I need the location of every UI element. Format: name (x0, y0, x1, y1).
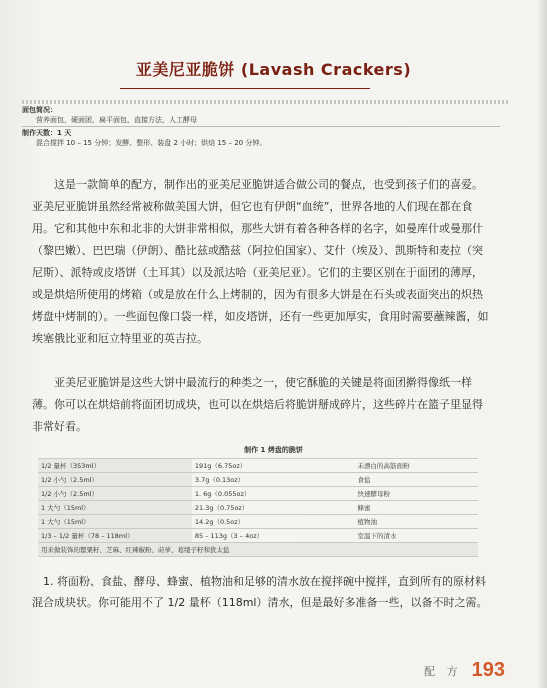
volume-cell: 1 大勺（15ml） (38, 501, 192, 515)
intro-paragraph-2 (32, 372, 492, 438)
title-underline (120, 88, 370, 89)
paragraph-text: 这是一款简单的配方，制作出的亚美尼亚脆饼适合做公司的餐点，也受到孩子们的喜爱。亚美尼亚脆饼虽然经常被称做美国大饼，但它也有伊朗“血统”，世界各地的人们现在都在食用。它和其他中东和北非的大饼非常相似，那些大饼有着各种各样的名字，如曼库什或曼那什（黎巴嫩）、巴巴瑞（伊朗）、酷比兹或酷兹（阿拉伯国家）、艾什（埃及）、凯斯特和麦拉（突尼斯）、派特或皮塔饼（土耳其）以及派达哈（亚美尼亚）。它们的主要区别在于面团的薄厚，或是烘焙所使用的烤箱（或是放在什么上烤制的，因为有很多大饼是在石头或表面突出的炽热烤盘中烤制的）。一些面包像口袋一样，如皮塔饼，还有一些更加厚实，食用时需要蘸辣酱，如埃塞俄比亚和厄立特里亚的英吉拉。 (32, 178, 489, 345)
intro-paragraph-1 (32, 174, 492, 350)
weight-cell: 85 – 113g（3 – 4oz） (192, 529, 355, 543)
bread-info-box (22, 104, 500, 148)
info-divider (22, 126, 500, 127)
table-row (38, 501, 478, 515)
volume-cell: 1/3 – 1/2 量杯（78 – 118ml） (38, 529, 192, 543)
table-row (38, 473, 478, 487)
volume-cell: 1/2 小勺（2.5ml） (38, 487, 192, 501)
ingredient-cell: 室温下的清水 (354, 529, 478, 543)
step-text: 1. 将面粉、食盐、酵母、蜂蜜、植物油和足够的清水放在搅拌碗中搅拌，直到所有的原材料混合成块状。你可能用不了 1/2 量杯（118ml）清水，但是最好多准备一些，以备不时之需。 (32, 575, 488, 609)
ingredient-cell: 未漂白的高筋面粉 (354, 459, 478, 473)
step-1 (32, 571, 492, 613)
volume-cell: 1/2 小勺（2.5ml） (38, 473, 192, 487)
volume-cell: 1/2 量杯（353ml） (38, 459, 192, 473)
garnish-note: 用来做装饰的罂粟籽、芝麻、红辣椒粉、莳萝、葛缕子籽和犹太盐 (38, 543, 478, 557)
page-edge-shadow (537, 0, 547, 688)
paragraph-text: 亚美尼亚脆饼是这些大饼中最流行的种类之一，使它酥脆的关键是将面团擀得像纸一样薄。你可以在烘焙前将面团切成块，也可以在烘焙后将脆饼掰成碎片，这些碎片在篮子里显得非常好看。 (32, 376, 483, 433)
weight-cell: 21.3g（0.75oz） (192, 501, 355, 515)
table-row (38, 487, 478, 501)
table-row (38, 529, 478, 543)
weight-cell: 3.7g（0.13oz） (192, 473, 355, 487)
ingredient-cell: 蜂蜜 (354, 501, 478, 515)
ingredient-table-title: 制作 1 烤盘的脆饼 (244, 446, 303, 454)
ingredient-cell: 快速酵母粉 (354, 487, 478, 501)
page-footer (424, 656, 505, 682)
weight-cell: 1. 6g（0.055oz） (192, 487, 355, 501)
weight-cell: 191g（6.75oz） (192, 459, 355, 473)
ingredient-cell: 植物油 (354, 515, 478, 529)
weight-cell: 14.2g（0.5oz） (192, 515, 355, 529)
recipe-title: 亚美尼亚脆饼 (Lavash Crackers) (135, 60, 412, 79)
table-row (38, 459, 478, 473)
days-label: 制作天数：1 天 (22, 129, 72, 137)
ingredient-table (38, 458, 478, 557)
table-row (38, 515, 478, 529)
section-label: 配 方 (424, 665, 462, 678)
table-note-row (38, 543, 478, 557)
page-number: 193 (471, 659, 505, 681)
volume-cell: 1 大勺（15ml） (38, 515, 192, 529)
bread-profile-label: 面包简况： (22, 106, 57, 114)
bread-profile-value: 营养面包，硬面团，扁平面包，直接方法，人工酵母 (36, 116, 197, 124)
ingredient-cell: 食盐 (354, 473, 478, 487)
days-value: 混合搅拌 10 – 15 分钟；发酵、整形、装盘 2 小时；烘焙 15 – 20 分钟。 (36, 139, 267, 147)
